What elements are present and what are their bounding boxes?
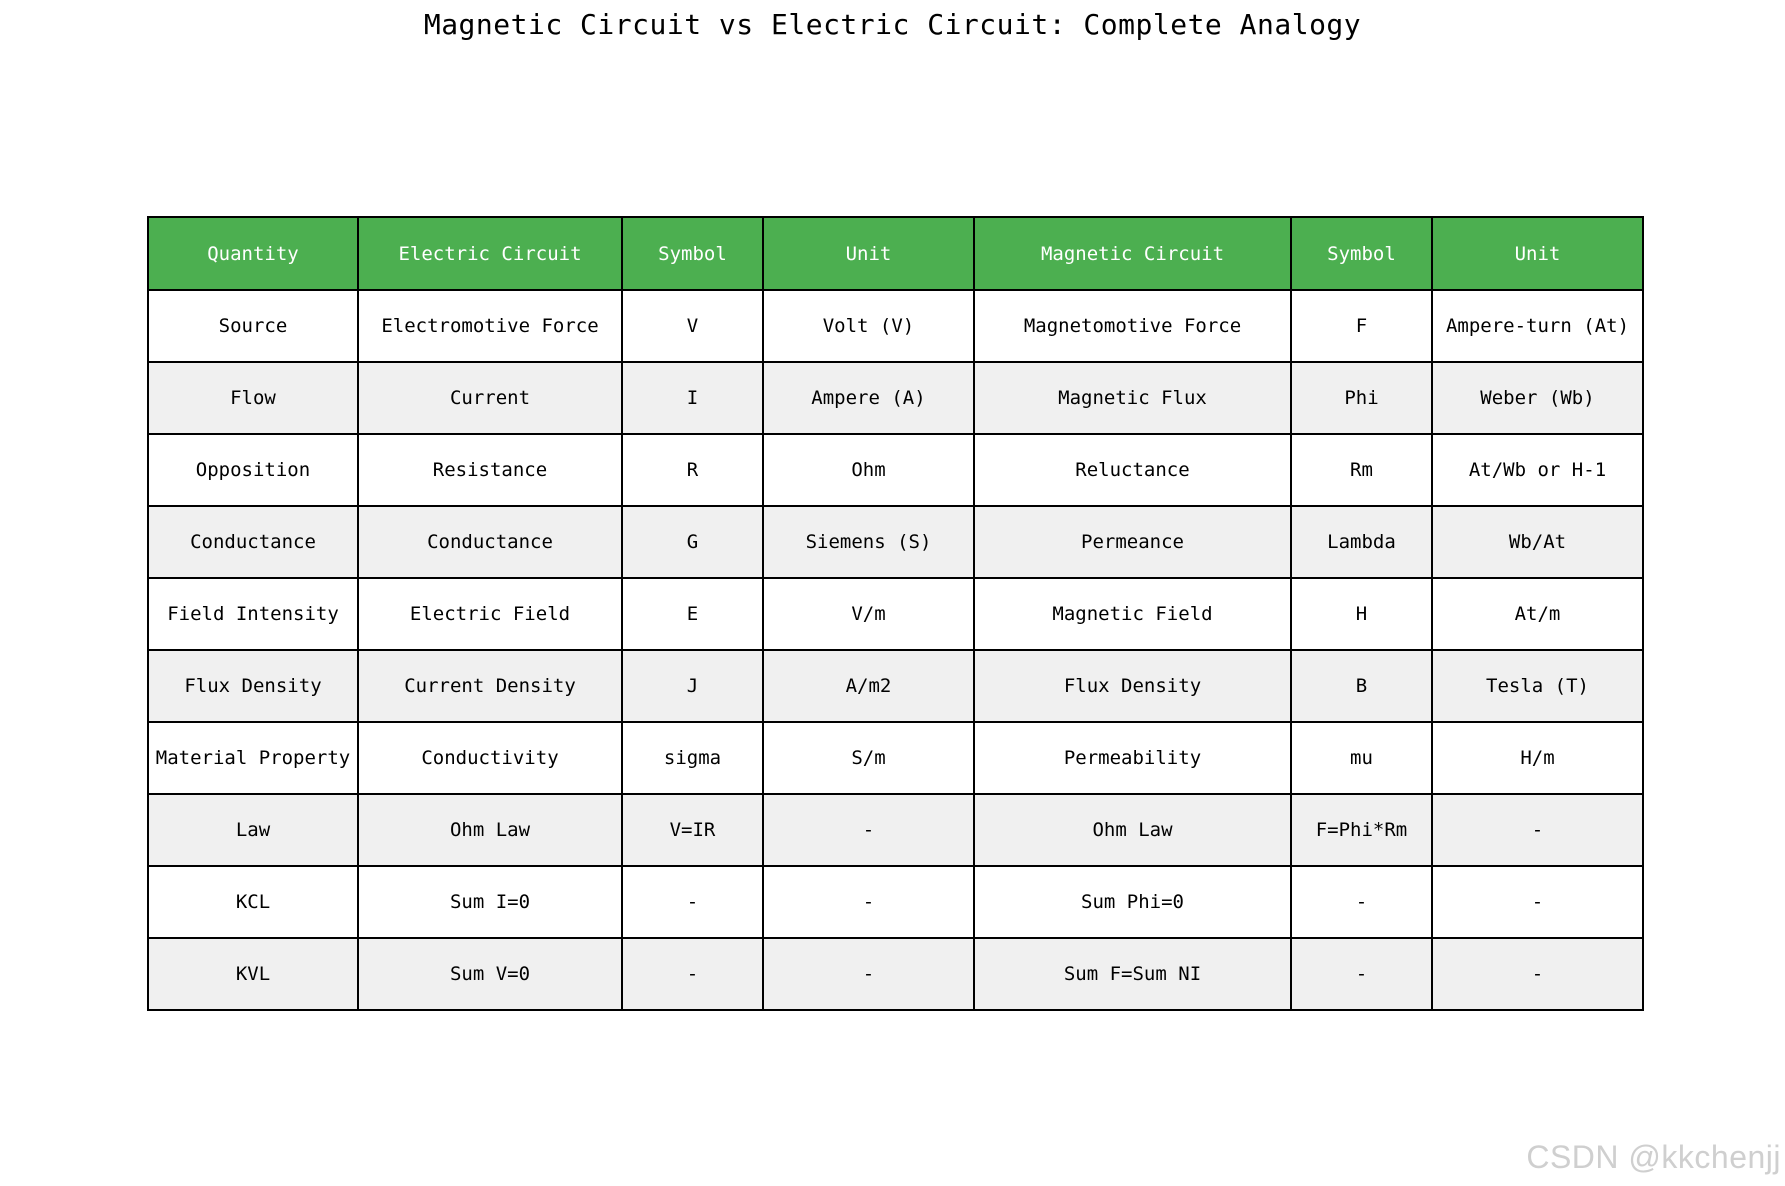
- cell-electric-symbol: J: [622, 650, 763, 722]
- cell-electric-symbol: sigma: [622, 722, 763, 794]
- cell-electric-circuit: Electromotive Force: [358, 290, 622, 362]
- table-row: [148, 794, 1643, 866]
- cell-magnetic-unit: Wb/At: [1432, 506, 1643, 578]
- cell-electric-circuit: Sum V=0: [358, 938, 622, 1010]
- cell-electric-symbol: -: [622, 866, 763, 938]
- cell-quantity: Flow: [148, 362, 358, 434]
- cell-magnetic-unit: Tesla (T): [1432, 650, 1643, 722]
- cell-electric-unit: Ohm: [763, 434, 974, 506]
- cell-magnetic-circuit: Magnetic Field: [974, 578, 1291, 650]
- cell-magnetic-symbol: F=Phi*Rm: [1291, 794, 1432, 866]
- cell-quantity: Field Intensity: [148, 578, 358, 650]
- cell-electric-circuit: Resistance: [358, 434, 622, 506]
- cell-electric-unit: V/m: [763, 578, 974, 650]
- header-magnetic-circuit: Magnetic Circuit: [974, 217, 1291, 290]
- table-row: [148, 290, 1643, 362]
- cell-magnetic-symbol: -: [1291, 938, 1432, 1010]
- cell-electric-circuit: Ohm Law: [358, 794, 622, 866]
- cell-electric-symbol: E: [622, 578, 763, 650]
- cell-quantity: KCL: [148, 866, 358, 938]
- cell-magnetic-circuit: Sum Phi=0: [974, 866, 1291, 938]
- chart-title: Magnetic Circuit vs Electric Circuit: Complete Analogy: [423, 8, 1362, 41]
- table-header-row: [148, 217, 1643, 290]
- cell-magnetic-symbol: B: [1291, 650, 1432, 722]
- cell-electric-symbol: V=IR: [622, 794, 763, 866]
- cell-quantity: Law: [148, 794, 358, 866]
- cell-magnetic-circuit: Magnetic Flux: [974, 362, 1291, 434]
- table-body: [148, 290, 1643, 1010]
- cell-magnetic-circuit: Reluctance: [974, 434, 1291, 506]
- header-magnetic-unit: Unit: [1432, 217, 1643, 290]
- cell-quantity: Source: [148, 290, 358, 362]
- cell-electric-symbol: G: [622, 506, 763, 578]
- cell-magnetic-symbol: Phi: [1291, 362, 1432, 434]
- cell-electric-unit: Volt (V): [763, 290, 974, 362]
- cell-electric-unit: -: [763, 938, 974, 1010]
- cell-magnetic-unit: At/Wb or H-1: [1432, 434, 1643, 506]
- cell-magnetic-unit: Weber (Wb): [1432, 362, 1643, 434]
- cell-magnetic-symbol: Rm: [1291, 434, 1432, 506]
- cell-magnetic-symbol: Lambda: [1291, 506, 1432, 578]
- table-row: [148, 362, 1643, 434]
- header-electric-symbol: Symbol: [622, 217, 763, 290]
- cell-electric-unit: A/m2: [763, 650, 974, 722]
- cell-electric-symbol: R: [622, 434, 763, 506]
- table-row: [148, 506, 1643, 578]
- cell-electric-symbol: -: [622, 938, 763, 1010]
- cell-electric-symbol: I: [622, 362, 763, 434]
- cell-electric-unit: -: [763, 866, 974, 938]
- cell-magnetic-symbol: -: [1291, 866, 1432, 938]
- cell-magnetic-symbol: H: [1291, 578, 1432, 650]
- cell-magnetic-circuit: Sum F=Sum NI: [974, 938, 1291, 1010]
- cell-electric-circuit: Current: [358, 362, 622, 434]
- cell-magnetic-symbol: mu: [1291, 722, 1432, 794]
- header-quantity: Quantity: [148, 217, 358, 290]
- cell-quantity: Opposition: [148, 434, 358, 506]
- cell-electric-circuit: Electric Field: [358, 578, 622, 650]
- watermark: CSDN @kkchenjj: [1526, 1139, 1781, 1175]
- cell-quantity: Conductance: [148, 506, 358, 578]
- cell-magnetic-circuit: Ohm Law: [974, 794, 1291, 866]
- header-electric-circuit: Electric Circuit: [358, 217, 622, 290]
- cell-magnetic-unit: At/m: [1432, 578, 1643, 650]
- cell-electric-circuit: Conductance: [358, 506, 622, 578]
- analogy-table: [147, 216, 1644, 1011]
- cell-magnetic-circuit: Flux Density: [974, 650, 1291, 722]
- cell-magnetic-unit: -: [1432, 794, 1643, 866]
- cell-electric-unit: -: [763, 794, 974, 866]
- table-row: [148, 722, 1643, 794]
- cell-magnetic-unit: Ampere-turn (At): [1432, 290, 1643, 362]
- table-row: [148, 578, 1643, 650]
- cell-magnetic-unit: H/m: [1432, 722, 1643, 794]
- header-magnetic-symbol: Symbol: [1291, 217, 1432, 290]
- header-electric-unit: Unit: [763, 217, 974, 290]
- cell-quantity: Material Property: [148, 722, 358, 794]
- cell-magnetic-unit: -: [1432, 938, 1643, 1010]
- cell-electric-unit: Ampere (A): [763, 362, 974, 434]
- table-row: [148, 938, 1643, 1010]
- cell-magnetic-circuit: Permeability: [974, 722, 1291, 794]
- cell-magnetic-circuit: Magnetomotive Force: [974, 290, 1291, 362]
- cell-magnetic-symbol: F: [1291, 290, 1432, 362]
- cell-electric-unit: Siemens (S): [763, 506, 974, 578]
- cell-electric-symbol: V: [622, 290, 763, 362]
- cell-electric-circuit: Conductivity: [358, 722, 622, 794]
- cell-electric-unit: S/m: [763, 722, 974, 794]
- cell-quantity: KVL: [148, 938, 358, 1010]
- cell-electric-circuit: Current Density: [358, 650, 622, 722]
- cell-magnetic-unit: -: [1432, 866, 1643, 938]
- cell-electric-circuit: Sum I=0: [358, 866, 622, 938]
- table-row: [148, 866, 1643, 938]
- cell-magnetic-circuit: Permeance: [974, 506, 1291, 578]
- table-row: [148, 650, 1643, 722]
- cell-quantity: Flux Density: [148, 650, 358, 722]
- table-row: [148, 434, 1643, 506]
